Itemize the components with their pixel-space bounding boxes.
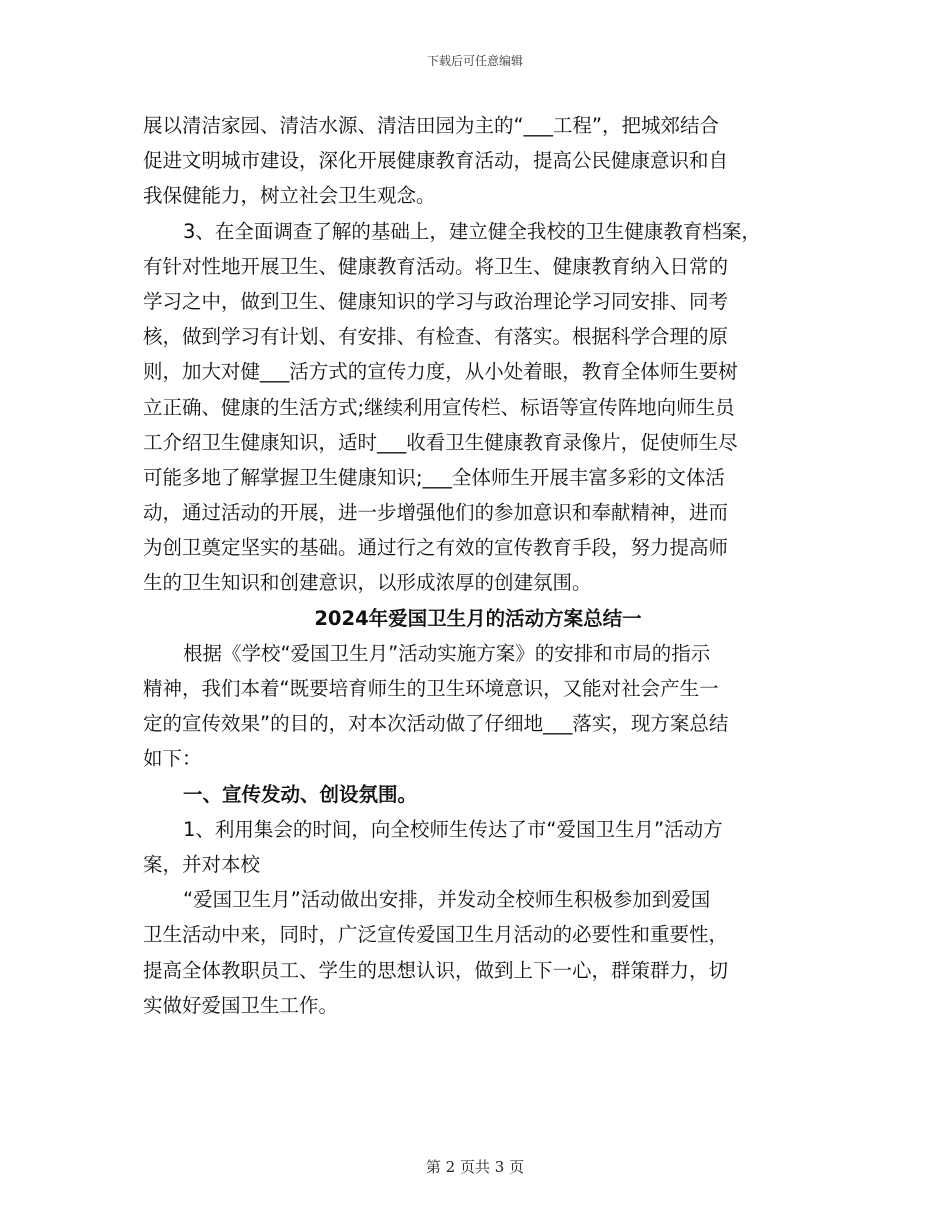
text-line: 学习之中，做到卫生、健康知识的学习与政治理论学习同安排、同考 [143,289,729,313]
text-line: 有针对性地开展卫生、健康教育活动。将卫生、健康教育纳入日常的 [143,254,729,278]
page-footer: 第 2 页共 3 页 [425,1158,525,1176]
section-heading: 一、宣传发动、创设氛围。 [183,782,418,806]
section-title: 2024年爱国卫生月的活动方案总结一 [314,606,642,630]
text-line: 案，并对本校 [143,852,261,876]
text-line: 动，通过活动的开展，进一步增强他们的参加意识和奉献精神，进而 [143,501,729,525]
text-line: “爱国卫生月”活动做出安排，并发动全校师生积极参加到爱国 [183,888,711,912]
text-line: 精神，我们本着“既要培育师生的卫生环境意识，又能对社会产生一 [143,677,719,700]
text-line: 可能多地了解掌握卫生健康知识;___全体师生开展丰富多彩的文体活 [143,465,725,489]
text-line: 我保健能力，树立社会卫生观念。 [143,184,436,208]
document-body [143,108,813,1023]
page-header: 下载后可任意编辑 [426,54,523,68]
text-line: 如下： [143,747,202,771]
text-line: 1、利用集会的时间，向全校师生传达了市“爱国卫生月”活动方 [183,817,723,841]
text-line: 立正确、健康的生活方式;继续利用宣传栏、标语等宣传阵地向师生员 [143,395,735,419]
text-line: 提高全体教职员工、学生的思想认识，做到上下一心，群策群力，切 [143,958,729,982]
text-line: 为创卫奠定坚实的基础。通过行之有效的宣传教育手段，努力提高师 [143,536,729,560]
text-line: 根据《学校“爱国卫生月”活动实施方案》的安排和市局的指示 [183,641,711,665]
text-line: 实做好爱国卫生工作。 [143,993,339,1017]
text-line: 则，加大对健___活方式的宣传力度，从小处着眼，教育全体师生要树 [143,360,738,384]
text-line: 核，做到学习有计划、有安排、有检查、有落实。根据科学合理的原 [143,325,729,349]
text-line: 生的卫生知识和创建意识，以形成浓厚的创建氛围。 [143,571,592,595]
text-line: 工介绍卫生健康知识，适时___收看卫生健康教育录像片，促使师生尽 [143,430,738,454]
text-line: 定的宣传效果”的目的，对本次活动做了仔细地___落实，现方案总结 [143,712,729,736]
text-line: 促进文明城市建设，深化开展健康教育活动，提高公民健康意识和自 [143,149,729,173]
text-line: 3、在全面调查了解的基础上，建立健全我校的卫生健康教育档案， [183,219,761,243]
text-line: 卫生活动中来，同时，广泛宣传爱国卫生月活动的必要性和重要性， [143,923,729,947]
text-line: 展以清洁家园、清洁水源、清洁田园为主的“___工程”，把城郊结合 [143,114,719,137]
